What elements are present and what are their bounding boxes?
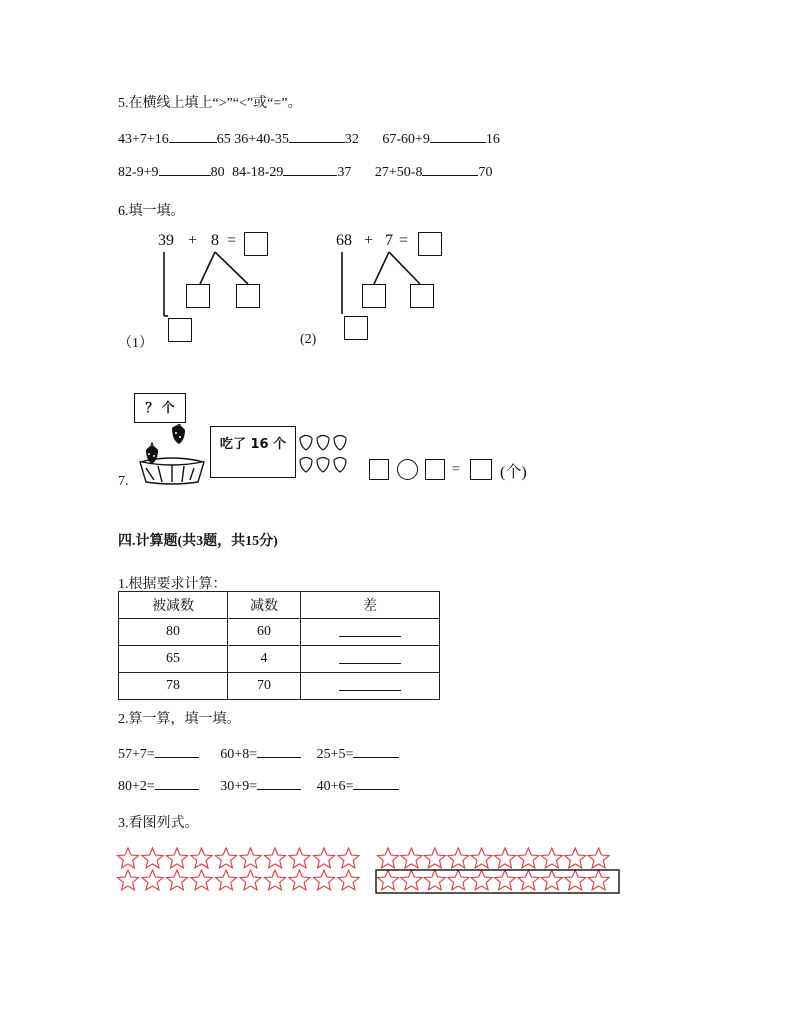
- answer-blank[interactable]: [353, 777, 399, 790]
- star-icon: [401, 848, 422, 868]
- expression: 25+5=: [316, 747, 354, 762]
- star-icon: [216, 870, 237, 890]
- problem-label: （1）: [118, 336, 153, 351]
- q6-problem-1: [118, 228, 288, 353]
- star-icon: [424, 848, 445, 868]
- star-icon: [401, 870, 422, 890]
- addend-b: 7: [385, 232, 393, 249]
- star-icon: [378, 848, 399, 868]
- star-icon: [240, 848, 261, 868]
- equals-sign: =: [399, 232, 409, 249]
- star-icon: [118, 870, 139, 890]
- star-icon: [191, 848, 212, 868]
- star-icon: [424, 870, 445, 890]
- answer-blank[interactable]: [283, 163, 337, 176]
- minuend-cell: 65: [119, 646, 228, 673]
- star-icon: [142, 848, 163, 868]
- star-icon: [448, 848, 469, 868]
- unit-label: (个): [500, 464, 527, 481]
- q5-target: 37: [337, 165, 352, 180]
- strawberry-basket-icon: [132, 424, 212, 486]
- calc2-title: 2.算一算，填一填。: [118, 712, 241, 727]
- split-box-right[interactable]: [236, 284, 260, 308]
- star-icon: [314, 870, 335, 890]
- star-icon: [167, 870, 188, 890]
- star-icon: [495, 848, 516, 868]
- table-row: [119, 646, 440, 673]
- column-header: 被减数: [119, 592, 228, 619]
- calc1-title: 1.根据要求计算：: [118, 577, 227, 592]
- star-icon: [588, 870, 609, 890]
- q5-row1: [118, 130, 500, 148]
- table-row: [119, 619, 440, 646]
- star-icon: [314, 848, 335, 868]
- subtrahend-cell: 70: [228, 673, 301, 700]
- answer-blank[interactable]: [339, 649, 401, 664]
- q5-target: 65: [216, 132, 231, 147]
- star-icon: [118, 848, 139, 868]
- partial-sum-box[interactable]: [168, 318, 192, 342]
- star-icon: [471, 848, 492, 868]
- answer-blank[interactable]: [353, 745, 399, 758]
- addend-a: 39: [158, 232, 174, 249]
- expression: 30+9=: [220, 779, 258, 794]
- split-box-right[interactable]: [410, 284, 434, 308]
- answer-blank[interactable]: [339, 622, 401, 637]
- answer-blank[interactable]: [155, 745, 199, 758]
- star-icon: [265, 848, 286, 868]
- star-icon: [565, 870, 586, 890]
- star-icon: [541, 848, 562, 868]
- q6-title: 6.填一填。: [118, 204, 185, 219]
- q5-expr: 67-60+9: [382, 132, 430, 147]
- subtraction-table: [118, 591, 440, 700]
- split-box-left[interactable]: [186, 284, 210, 308]
- q6-problem-2: [300, 228, 470, 353]
- star-icon: [518, 870, 539, 890]
- answer-blank[interactable]: [289, 130, 345, 143]
- calc3-title: 3.看图列式。: [118, 816, 199, 831]
- plus-sign: +: [188, 232, 198, 249]
- difference-cell[interactable]: [301, 646, 440, 673]
- subtrahend-cell: 4: [228, 646, 301, 673]
- star-icon: [588, 848, 609, 868]
- split-box-left[interactable]: [362, 284, 386, 308]
- q5-title: 5.在横线上填上“>”“<”或“=”。: [118, 96, 302, 111]
- table-row: [119, 673, 440, 700]
- answer-blank[interactable]: [169, 130, 217, 143]
- answer-blank[interactable]: [422, 163, 478, 176]
- equation-box-result[interactable]: [470, 459, 492, 480]
- q5-expr: 84-18-29: [232, 165, 284, 180]
- addend-a: 68: [336, 232, 352, 249]
- equation-box-1[interactable]: [369, 459, 389, 480]
- expression: 40+6=: [316, 779, 354, 794]
- answer-blank[interactable]: [155, 777, 199, 790]
- column-header: 差: [301, 592, 440, 619]
- q7-number: 7.: [118, 474, 129, 489]
- answer-blank[interactable]: [339, 676, 401, 691]
- q7-sign: 吃了 16 个: [210, 426, 296, 478]
- difference-cell[interactable]: [301, 673, 440, 700]
- expression: 57+7=: [118, 747, 155, 762]
- expression: 80+2=: [118, 779, 155, 794]
- q5-expr: 43+7+16: [118, 132, 169, 147]
- answer-blank[interactable]: [430, 130, 486, 143]
- star-icon: [142, 870, 163, 890]
- calc2-row1: [118, 745, 399, 763]
- answer-blank[interactable]: [159, 163, 211, 176]
- star-icon: [167, 848, 188, 868]
- star-icon: [518, 848, 539, 868]
- expression: 60+8=: [220, 747, 258, 762]
- q5-target: 80: [210, 165, 225, 180]
- partial-sum-box[interactable]: [344, 316, 368, 340]
- star-icon: [541, 870, 562, 890]
- plus-sign: +: [364, 232, 374, 249]
- star-icon: [565, 848, 586, 868]
- q5-expr: 36+40-35: [234, 132, 289, 147]
- equals-sign: =: [227, 232, 237, 249]
- q5-row2: [118, 163, 492, 181]
- q5-target: 70: [478, 165, 493, 180]
- q5-target: 32: [344, 132, 359, 147]
- difference-cell[interactable]: [301, 619, 440, 646]
- section-title: 四.计算题(共3题，共15分): [118, 534, 278, 549]
- star-icon: [289, 848, 310, 868]
- calc2-row2: [118, 777, 399, 795]
- star-icon: [495, 870, 516, 890]
- equation-box-2[interactable]: [425, 459, 445, 480]
- answer-blank[interactable]: [257, 777, 301, 790]
- answer-blank[interactable]: [257, 745, 301, 758]
- star-group-left: [116, 846, 366, 896]
- q7-speech-bubble: ？ 个: [134, 393, 186, 423]
- table-header-row: [119, 592, 440, 619]
- q5-target: 16: [485, 132, 500, 147]
- subtrahend-cell: 60: [228, 619, 301, 646]
- star-icon: [191, 870, 212, 890]
- star-icon: [216, 848, 237, 868]
- minuend-cell: 80: [119, 619, 228, 646]
- star-icon: [289, 870, 310, 890]
- operator-circle[interactable]: [397, 459, 418, 480]
- star-group-right: [374, 846, 624, 896]
- star-icon: [240, 870, 261, 890]
- equals-sign: =: [452, 462, 460, 477]
- addend-b: 8: [211, 232, 219, 249]
- problem-label: (2): [300, 332, 317, 347]
- star-icon: [378, 870, 399, 890]
- star-icon: [338, 870, 359, 890]
- star-icon: [471, 870, 492, 890]
- q5-expr: 27+50-8: [374, 165, 423, 180]
- star-icon: [338, 848, 359, 868]
- column-header: 减数: [228, 592, 301, 619]
- star-icon: [265, 870, 286, 890]
- strawberries-eaten-icon: [296, 432, 352, 476]
- minuend-cell: 78: [119, 673, 228, 700]
- star-icon: [448, 870, 469, 890]
- q5-expr: 82-9+9: [118, 165, 159, 180]
